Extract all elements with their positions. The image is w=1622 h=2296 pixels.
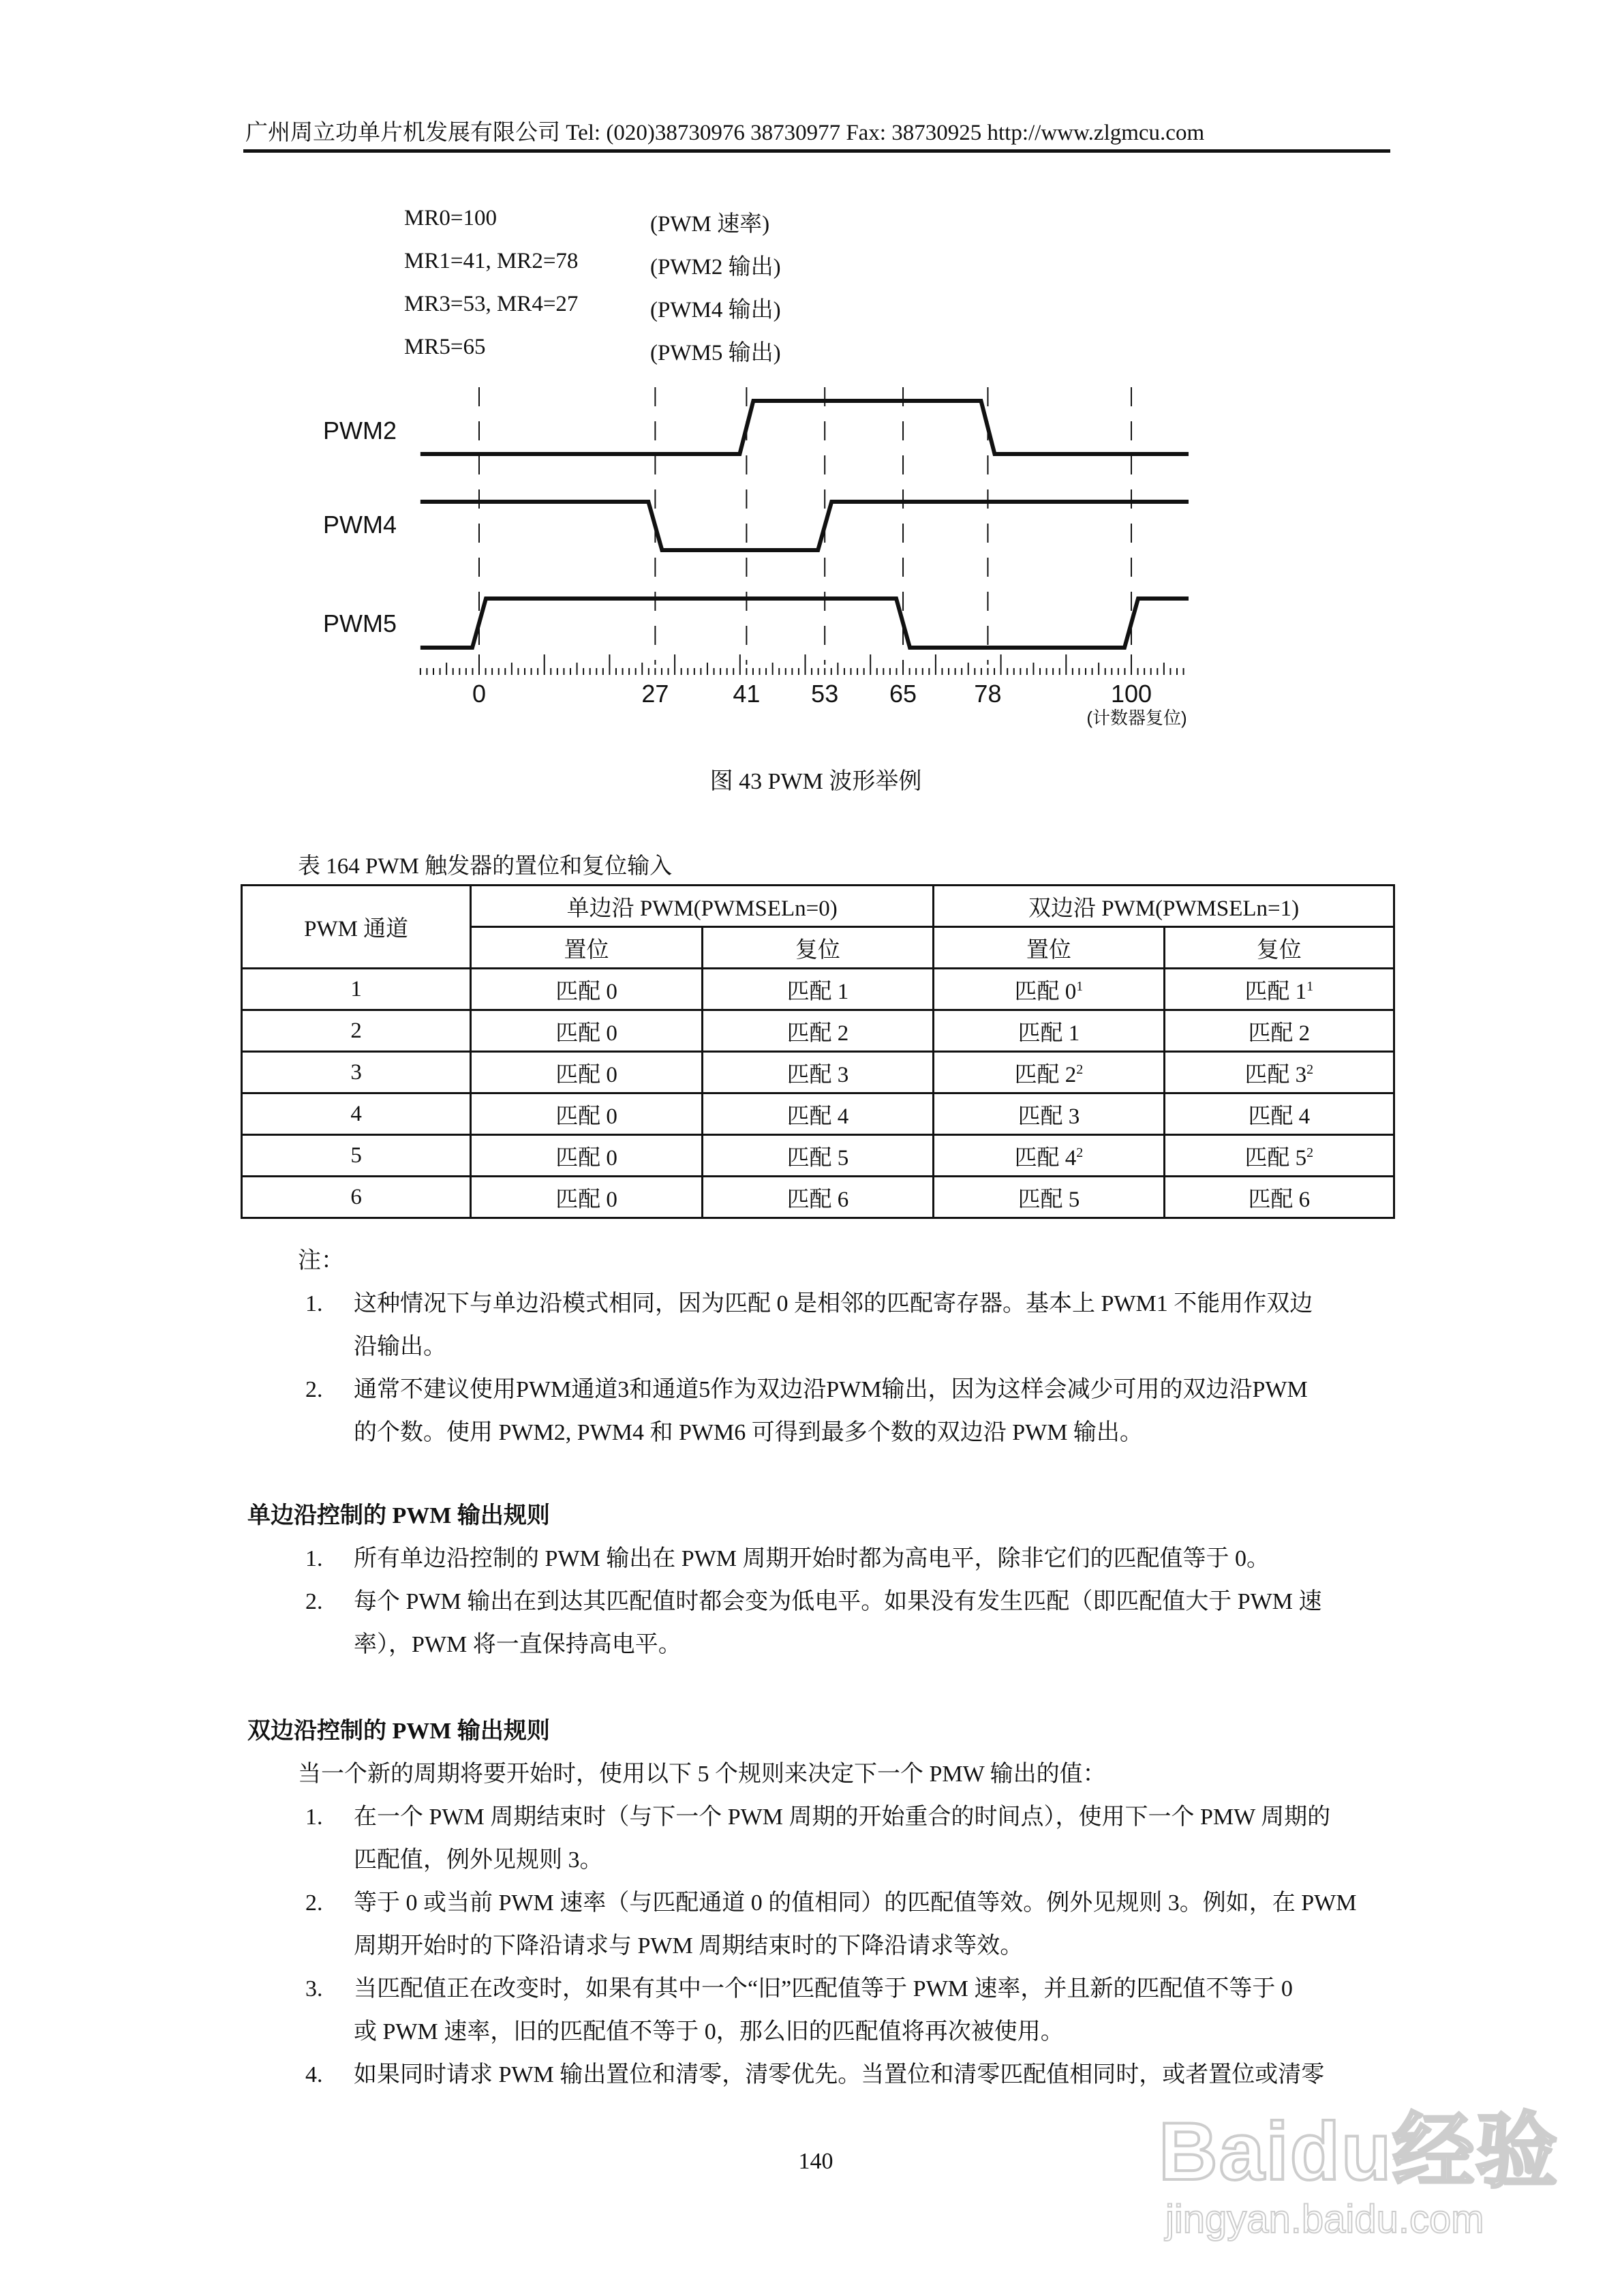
table-row — [242, 1052, 1394, 1093]
list-text-line: 当匹配值正在改变时，如果有其中一个“旧”匹配值等于 PWM 速率，并且新的匹配值不等于 0 — [354, 1976, 1293, 2002]
match-value: 匹配 2 — [1248, 1021, 1311, 1046]
reset-header: 复位 — [1164, 927, 1394, 969]
channel-cell: 5 — [242, 1135, 471, 1177]
list-text-line: 通常不建议使用PWM通道3和通道5作为双边沿PWM输出，因为这样会减少可用的双边沿PWM — [354, 1377, 1308, 1402]
list-text-line: 每个 PWM 输出在到达其匹配值时都会变为低电平。如果没有发生匹配（即匹配值大于 PWM 速 — [354, 1589, 1322, 1614]
footnote-ref: 2 — [1076, 1061, 1084, 1077]
match-value: 匹配 0 — [555, 1021, 617, 1046]
match-value: 匹配 3 — [786, 1062, 849, 1087]
match-value: 匹配 5 — [1017, 1187, 1080, 1212]
match-value: 匹配 0 — [555, 1062, 617, 1087]
mr-setting: MR0=100 — [404, 206, 497, 230]
intro-text: 当一个新的周期将要开始时，使用以下 5 个规则来决定下一个 PMW 输出的值： — [298, 1762, 1106, 1787]
match-cell — [934, 1052, 1164, 1093]
match-cell — [702, 1052, 933, 1093]
table-row — [242, 969, 1394, 1010]
marker-label: 53 — [811, 680, 839, 708]
marker-label: 78 — [974, 680, 1002, 708]
list-number: 2. — [305, 1589, 323, 1614]
mr-note: (PWM2 输出) — [650, 255, 781, 280]
match-value: 匹配 2 — [1014, 1062, 1077, 1087]
list-number: 2. — [305, 1890, 323, 1916]
mr-setting: MR1=41, MR2=78 — [404, 249, 579, 273]
marker-label: 27 — [641, 680, 669, 708]
list-number: 4. — [305, 2062, 323, 2087]
match-cell — [702, 1135, 933, 1177]
marker-label: 0 — [472, 680, 487, 708]
list-text-line: 的个数。使用 PWM2, PWM4 和 PWM6 可得到最多个数的双边沿 PWM 输出。 — [354, 1420, 1143, 1445]
match-cell — [471, 1177, 702, 1218]
match-cell — [1164, 1093, 1394, 1135]
match-value: 匹配 4 — [786, 1104, 849, 1129]
pwm-waveform-diagram — [0, 0, 1622, 743]
table-row — [242, 1177, 1394, 1218]
list-number: 1. — [305, 1804, 323, 1830]
double-edge-header: 双边沿 PWM(PWMSELn=1) — [934, 886, 1394, 927]
match-value: 匹配 1 — [1244, 979, 1307, 1004]
signal-trace-pwm2 — [420, 401, 1189, 454]
mr-note: (PWM 速率) — [650, 212, 770, 237]
table-caption: 表 164 PWM 触发器的置位和复位输入 — [298, 854, 673, 879]
footnote-ref: 2 — [1076, 1145, 1084, 1160]
signal-label: PWM2 — [323, 417, 397, 444]
marker-label: 100 — [1110, 680, 1152, 708]
list-text-line: 率），PWM 将一直保持高电平。 — [354, 1632, 682, 1657]
channel-cell: 1 — [242, 969, 471, 1010]
list-number: 3. — [305, 1976, 323, 2002]
list-text-line: 沿输出。 — [354, 1334, 446, 1359]
match-cell — [702, 1093, 933, 1135]
match-cell — [1164, 969, 1394, 1010]
match-value: 匹配 0 — [555, 979, 617, 1004]
signal-trace-pwm5 — [420, 599, 1189, 648]
table-row — [242, 1010, 1394, 1052]
set-header: 置位 — [471, 927, 702, 969]
match-value: 匹配 4 — [1014, 1145, 1077, 1170]
match-cell — [934, 1135, 1164, 1177]
section-heading: 双边沿控制的 PWM 输出规则 — [247, 1719, 550, 1744]
figure-caption: 图 43 PWM 波形举例 — [709, 769, 922, 794]
signal-label: PWM5 — [323, 609, 397, 637]
signal-label: PWM4 — [323, 511, 397, 539]
match-cell — [1164, 1052, 1394, 1093]
footnote-ref: 2 — [1306, 1061, 1314, 1077]
set-header: 置位 — [934, 927, 1164, 969]
section-heading: 单边沿控制的 PWM 输出规则 — [247, 1503, 550, 1528]
mr-note: (PWM4 输出) — [650, 298, 781, 322]
match-value: 匹配 0 — [1014, 979, 1077, 1004]
page-number: 140 — [798, 2149, 833, 2174]
match-cell — [934, 969, 1164, 1010]
match-value: 匹配 3 — [1244, 1062, 1307, 1087]
match-value: 匹配 3 — [1017, 1104, 1080, 1129]
marker-label: 65 — [889, 680, 917, 708]
match-cell — [934, 1177, 1164, 1218]
mr-setting: MR3=53, MR4=27 — [404, 292, 579, 316]
match-cell — [471, 1093, 702, 1135]
channel-cell: 2 — [242, 1010, 471, 1052]
match-value: 匹配 5 — [786, 1145, 849, 1170]
match-cell — [471, 969, 702, 1010]
mr-setting: MR5=65 — [404, 335, 486, 359]
list-text-line: 如果同时请求 PWM 输出置位和清零，清零优先。当置位和清零匹配值相同时，或者置位或清零 — [354, 2062, 1325, 2087]
notes-label: 注： — [298, 1248, 344, 1273]
match-value: 匹配 6 — [786, 1187, 849, 1212]
match-value: 匹配 6 — [1248, 1187, 1311, 1212]
single-edge-header: 单边沿 PWM(PWMSELn=0) — [471, 886, 934, 927]
match-value: 匹配 1 — [1017, 1021, 1080, 1046]
watermark-logo: Baidu经验 — [1159, 2106, 1559, 2197]
match-cell — [1164, 1135, 1394, 1177]
list-text-line: 所有单边沿控制的 PWM 输出在 PWM 周期开始时都为高电平，除非它们的匹配值等于 0。 — [354, 1546, 1270, 1571]
channel-cell: 4 — [242, 1093, 471, 1135]
match-cell — [702, 969, 933, 1010]
list-number: 1. — [305, 1291, 323, 1316]
list-text-line: 匹配值，例外见规则 3。 — [354, 1847, 603, 1873]
match-value: 匹配 0 — [555, 1104, 617, 1129]
match-cell — [1164, 1010, 1394, 1052]
match-cell — [702, 1177, 933, 1218]
watermark-url: jingyan.baidu.com — [1165, 2197, 1484, 2241]
list-text-line: 在一个 PWM 周期结束时（与下一个 PWM 周期的开始重合的时间点），使用下一个 PMW 周期的 — [354, 1804, 1331, 1830]
pwm-trigger-table — [241, 884, 1395, 1219]
list-text-line: 这种情况下与单边沿模式相同，因为匹配 0 是相邻的匹配寄存器。基本上 PWM1 不能用作双边 — [354, 1291, 1313, 1316]
match-cell — [471, 1135, 702, 1177]
reset-header: 复位 — [702, 927, 933, 969]
marker-label: 41 — [733, 680, 761, 708]
footnote-ref: 1 — [1306, 978, 1314, 994]
match-value: 匹配 4 — [1248, 1104, 1311, 1129]
table-row — [242, 1093, 1394, 1135]
match-cell — [1164, 1177, 1394, 1218]
reset-label: (计数器复位) — [1086, 708, 1187, 728]
list-text-line: 等于 0 或当前 PWM 速率（与匹配通道 0 的值相同）的匹配值等效。例外见规则 3。例如，在 PWM — [354, 1890, 1357, 1916]
signal-trace-pwm4 — [420, 502, 1189, 550]
list-number: 2. — [305, 1377, 323, 1402]
list-text-line: 周期开始时的下降沿请求与 PWM 周期结束时的下降沿请求等效。 — [354, 1933, 1024, 1959]
match-cell — [471, 1052, 702, 1093]
match-value: 匹配 2 — [786, 1021, 849, 1046]
match-value: 匹配 5 — [1244, 1145, 1307, 1170]
mr-note: (PWM5 输出) — [650, 341, 781, 365]
baidu-watermark — [1159, 2086, 1559, 2242]
list-text-line: 或 PWM 速率，旧的匹配值不等于 0，那么旧的匹配值将再次被使用。 — [354, 2019, 1064, 2044]
match-cell — [934, 1010, 1164, 1052]
channel-header: PWM 通道 — [242, 886, 471, 969]
footnote-ref: 2 — [1306, 1145, 1314, 1160]
footnote-ref: 1 — [1076, 978, 1084, 994]
match-cell — [702, 1010, 933, 1052]
match-cell — [471, 1010, 702, 1052]
channel-cell: 3 — [242, 1052, 471, 1093]
match-cell — [934, 1093, 1164, 1135]
list-number: 1. — [305, 1546, 323, 1571]
match-value: 匹配 1 — [786, 979, 849, 1004]
page-header: 广州周立功单片机发展有限公司 Tel: (020)38730976 38730977 Fax: 38730925 http://www.zlgmcu.com — [245, 121, 1205, 145]
channel-cell: 6 — [242, 1177, 471, 1218]
match-value: 匹配 0 — [555, 1187, 617, 1212]
match-value: 匹配 0 — [555, 1145, 617, 1170]
table-row — [242, 1135, 1394, 1177]
